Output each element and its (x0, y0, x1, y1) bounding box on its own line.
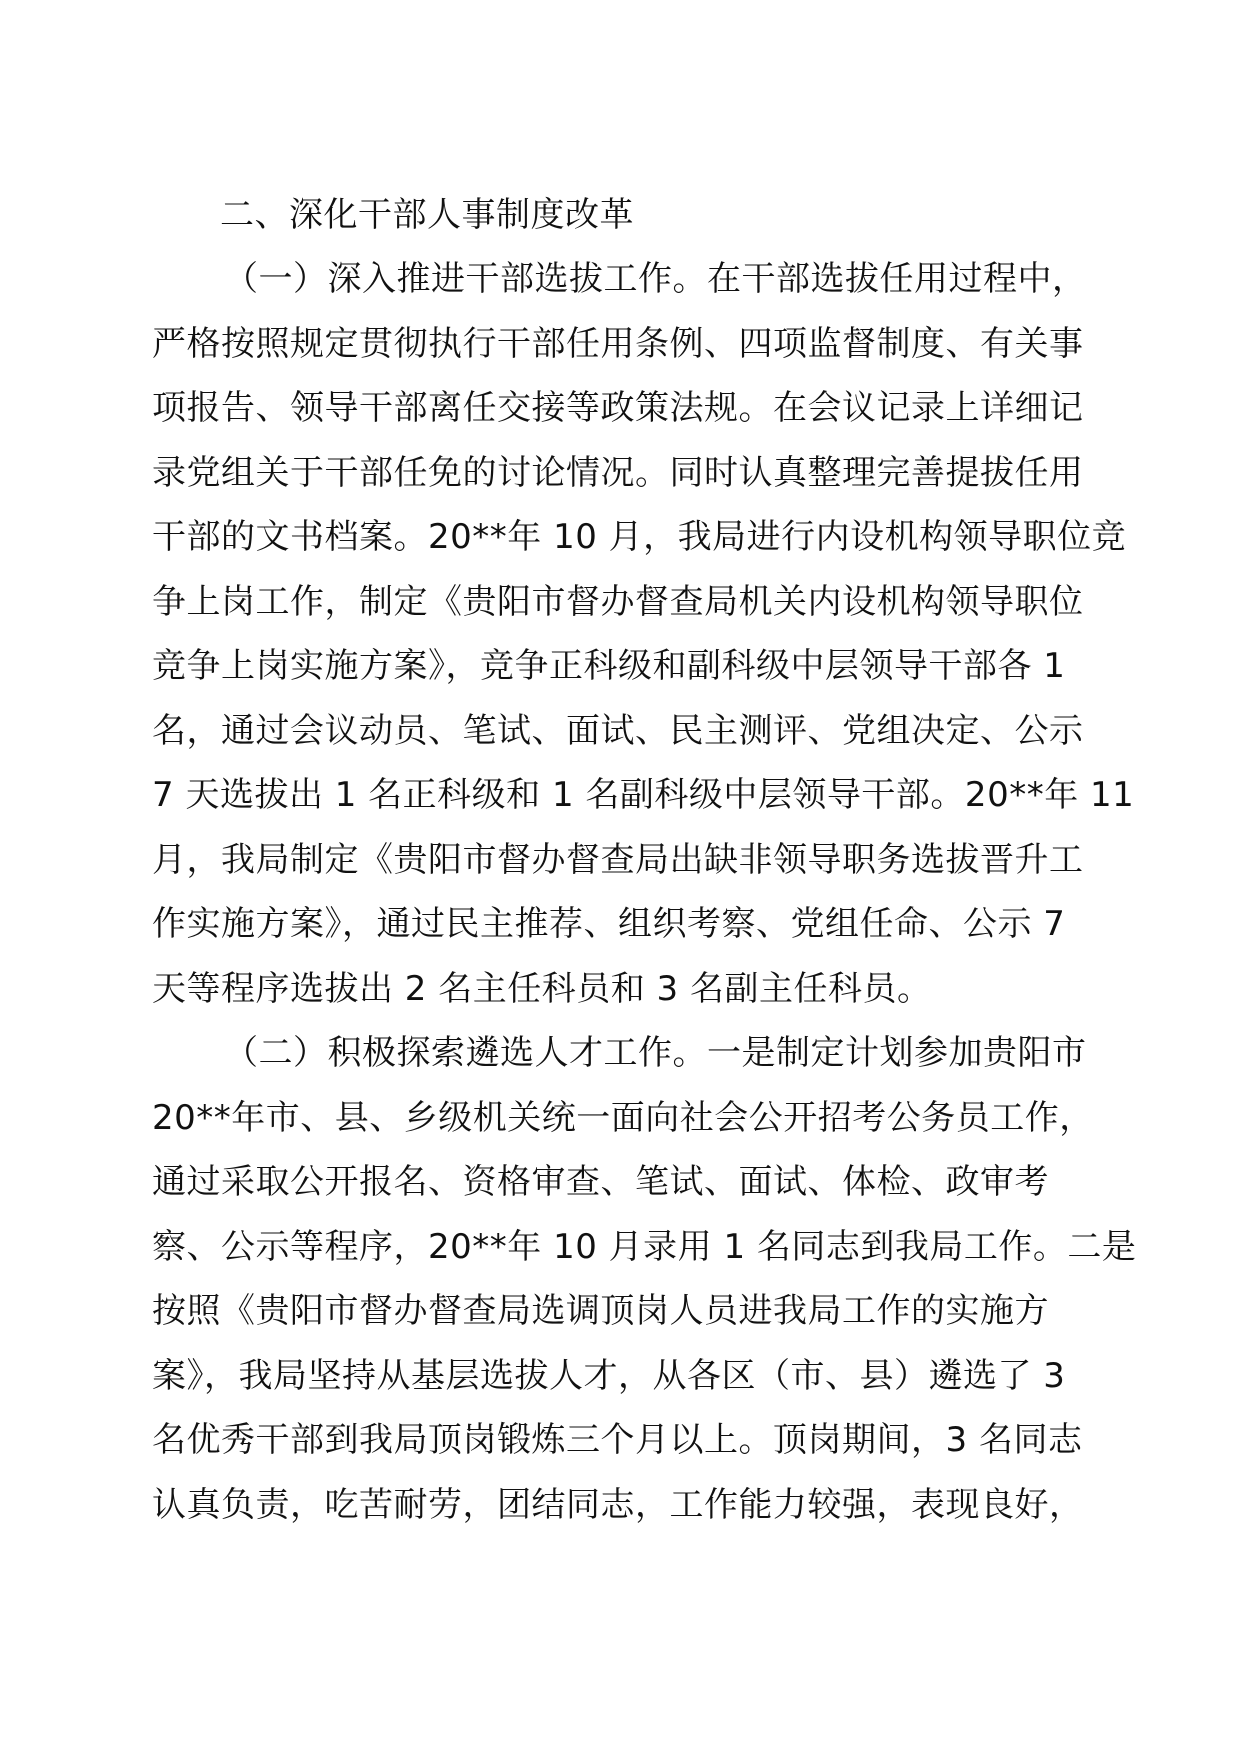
section-heading: 二、深化干部人事制度改革 (220, 195, 634, 235)
paragraph-line: 严格按照规定贯彻执行干部任用条例、四项监督制度、有关事 (152, 323, 1084, 364)
paragraph-line: 按照《贵阳市督办督查局选调顶岗人员进我局工作的实施方 (152, 1291, 1049, 1331)
paragraph-1 (152, 247, 1135, 1021)
document-body (152, 183, 1137, 1537)
paragraph-line: 项报告、领导干部离任交接等政策法规。在会议记录上详细记 (152, 388, 1084, 428)
paragraph-line: 作实施方案》，通过民主推荐、组织考察、党组任命、公示 7 (152, 904, 1066, 944)
paragraph-line: （二）积极探索遴选人才工作。一是制定计划参加贵阳市 (224, 1033, 1087, 1073)
paragraph-line: 竞争上岗实施方案》，竞争正科级和副科级中层领导干部各 1 (152, 646, 1066, 686)
paragraph-line: 干部的文书档案。20**年 10 月，我局进行内设机构领导职位竞 (152, 517, 1127, 557)
paragraph-line: 名优秀干部到我局顶岗锻炼三个月以上。顶岗期间，3 名同志 (152, 1420, 1083, 1460)
paragraph-line: 月，我局制定《贵阳市督办督查局出缺非领导职务选拔晋升工 (152, 839, 1084, 880)
paragraph-line: 20**年市、县、乡级机关统一面向社会公开招考公务员工作， (152, 1097, 1094, 1138)
paragraph-line: 认真负责，吃苦耐劳，团结同志，工作能力较强，表现良好， (152, 1484, 1084, 1525)
paragraph-line: 通过采取公开报名、资格审查、笔试、面试、体检、政审考 (152, 1162, 1049, 1202)
paragraph-line: 名，通过会议动员、笔试、面试、民主测评、党组决定、公示 (152, 710, 1084, 751)
paragraph-line: 案》，我局坚持从基层选拔人才，从各区（市、县）遴选了 3 (152, 1355, 1066, 1396)
paragraph-2 (152, 1021, 1137, 1537)
paragraph-line: 争上岗工作，制定《贵阳市督办督查局机关内设机构领导职位 (152, 581, 1084, 622)
paragraph-line: 7 天选拔出 1 名正科级和 1 名副科级中层领导干部。20**年 11 (152, 775, 1135, 815)
paragraph-line: （一）深入推进干部选拔工作。在干部选拔任用过程中， (224, 259, 1087, 299)
paragraph-line: 察、公示等程序，20**年 10 月录用 1 名同志到我局工作。二是 (152, 1226, 1137, 1267)
paragraph-line: 天等程序选拔出 2 名主任科员和 3 名副主任科员。 (152, 968, 932, 1009)
paragraph-line: 录党组关于干部任免的讨论情况。同时认真整理完善提拔任用 (152, 452, 1084, 493)
